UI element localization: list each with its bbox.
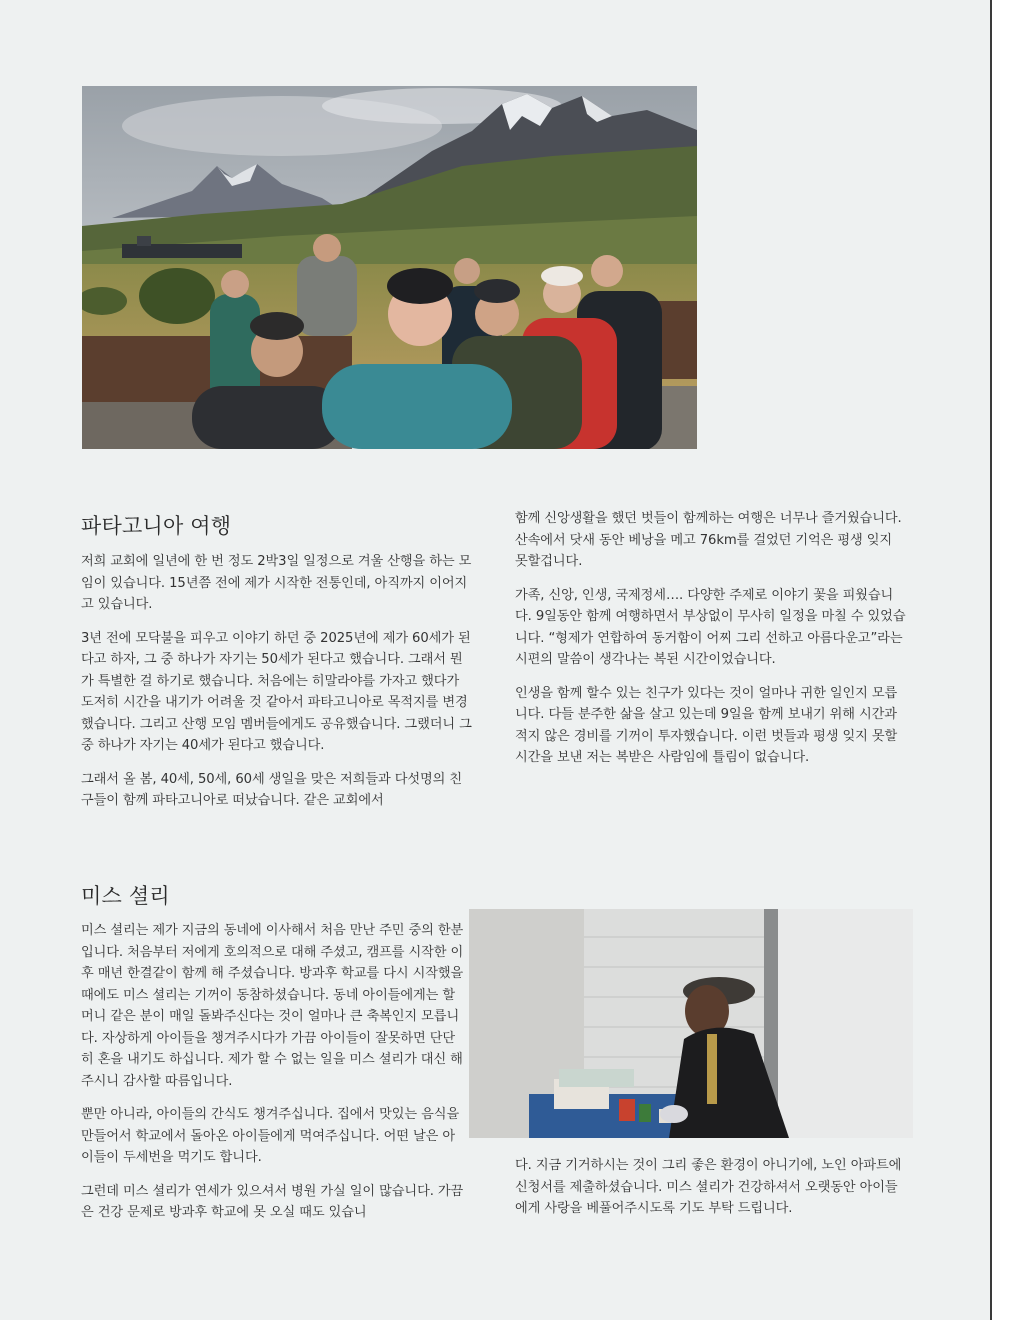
sherry-column-right: [515, 1155, 907, 1232]
sherry-column-left: [81, 920, 466, 1236]
patagonia-paragraph: 그래서 올 봄, 40세, 50세, 60세 생일을 맞은 저희들과 다섯명의 친구들이 함께 파타고니아로 떠났습니다. 같은 교회에서: [81, 771, 462, 808]
patagonia-paragraph: 인생을 함께 할수 있는 친구가 있다는 것이 얼마나 귀한 일인지 모릅니다. 다들 분주한 삶을 살고 있는데 9일을 함께 보내기 위해 시간과 적지 않은 경비를 기꺼이 투자했습니다. 이런 벗들과 평생 잊지 못할 시간을 보낸 저는 복받은 사람임에 틀림이 없습니다.: [515, 685, 898, 765]
patagonia-column-left: [81, 551, 473, 824]
patagonia-paragraph: 3년 전에 모닥불을 피우고 이야기 하던 중 2025년에 제가 60세가 된다고 하자, 그 중 하나가 자기는 50세가 된다고 했습니다. 그래서 뭔가 특별한 걸 하기로 했습니다. 처음에는 히말라야를 가자고 했다가 도저히 시간을 내기가 어려울 것 같아서 파타고니아로 목적지를 변경했습니다. 그리고 산행 모임 멤버들에게도 공유했습니다. 그랬더니 그 중 하나가 자기는 40세가 된다고 했습니다.: [81, 630, 472, 753]
sherry-paragraph: 뿐만 아니라, 아이들의 간식도 챙겨주십니다. 집에서 맛있는 음식을 만들어서 학교에서 돌아온 아이들에게 먹여주십니다. 어떤 날은 아이들이 두세번을 먹기도 합니다.: [81, 1107, 460, 1165]
patagonia-group-photo: [82, 86, 697, 449]
patagonia-paragraph: 함께 신앙생활을 했던 벗들이 함께하는 여행은 너무나 즐거웠습니다. 산속에서 닷새 동안 베낭을 메고 76km를 걸었던 기억은 평생 잊지 못할겁니다.: [515, 511, 902, 569]
sherry-paragraph: 다. 지금 기거하시는 것이 그리 좋은 환경이 아니기에, 노인 아파트에 신청서를 제출하셨습니다. 미스 셜리가 건강하셔서 오랫동안 아이들에게 사랑을 베풀어주시도록 기도 부탁 드립니다.: [515, 1158, 902, 1216]
sherry-paragraph: 미스 셜리는 제가 지금의 동네에 이사해서 처음 만난 주민 중의 한분입니다. 처음부터 저에게 호의적으로 대해 주셨고, 캠프를 시작한 이후 매년 한결같이 함께 해 주셨습니다. 방과후 학교를 다시 시작했을 때에도 미스 셜리는 기꺼이 동참하셨습니다. 동네 아이들에게는 할머니 같은 분이 매일 돌봐주신다는 것이 얼마나 큰 축복인지 모릅니다. 자상하게 아이들을 챙겨주시다가 가끔 아이들이 잘못하면 단단히 혼을 내기도 하십니다. 제가 할 수 없는 일을 미스 셜리가 대신 해주시니 감사할 따름입니다.: [81, 923, 464, 1089]
sherry-kitchen-photo: [469, 909, 913, 1138]
patagonia-column-right: [515, 508, 907, 781]
patagonia-title: 파타고니아 여행: [81, 514, 232, 538]
patagonia-paragraph: 저희 교회에 일년에 한 번 정도 2박3일 일정으로 겨울 산행을 하는 모임이 있습니다. 15년쯤 전에 제가 시작한 전통인데, 아직까지 이어지고 있습니다.: [81, 554, 472, 612]
sherry-title: 미스 셜리: [81, 884, 170, 908]
patagonia-paragraph: 가족, 신앙, 인생, 국제정세…. 다양한 주제로 이야기 꽃을 피웠습니다. 9일동안 함께 여행하면서 부상없이 무사히 일정을 마칠 수 있었습니다. “형제가 연합하여 동거함이 어찌 그리 선하고 아름다운고”라는 시편의 말씀이 생각나는 복된 시간이었습니다.: [515, 587, 906, 667]
sherry-paragraph: 그런데 미스 셜리가 연세가 있으셔서 병원 가실 일이 많습니다. 가끔은 건강 문제로 방과후 학교에 못 오실 때도 있습니: [81, 1183, 464, 1220]
